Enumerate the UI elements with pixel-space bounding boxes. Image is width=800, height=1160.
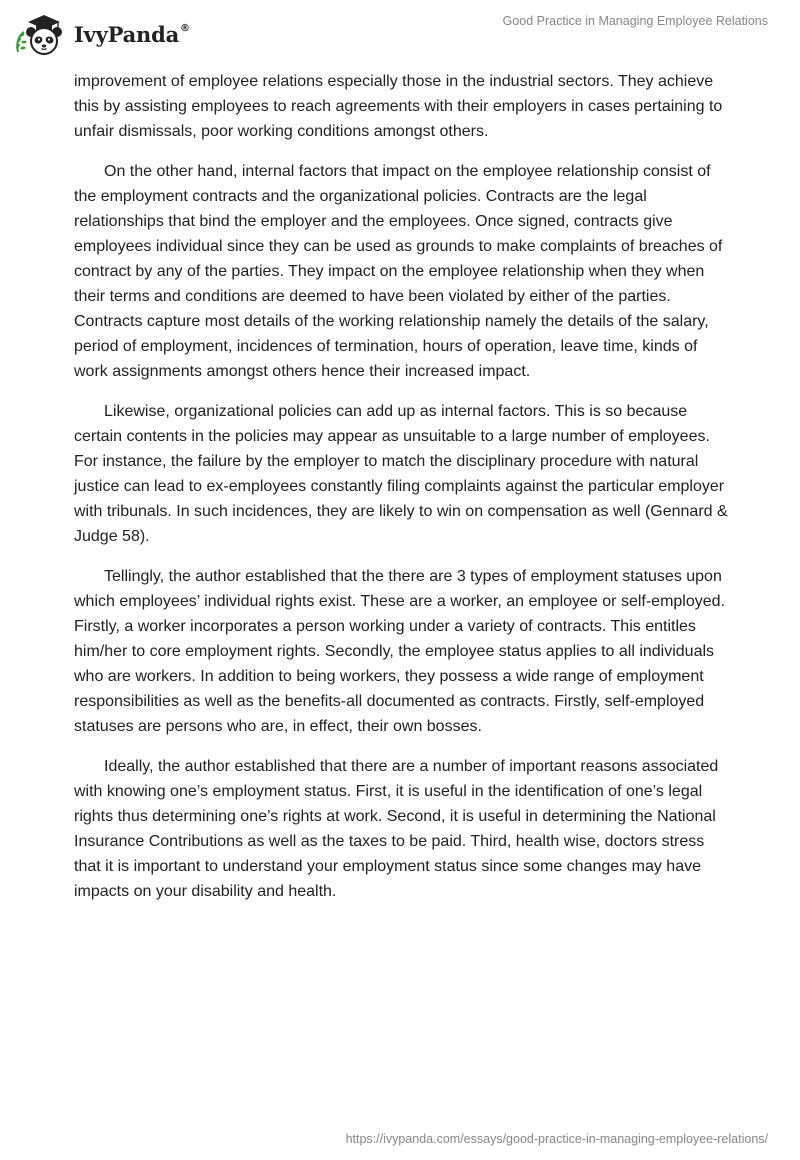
paragraph: improvement of employee relations especially those in the industrial sectors. They achieve this by assisting employees to reach agreements with their employers in cases pertaining to unfair dismissals, poor working conditions amongst others. — [74, 73, 723, 140]
brand-name: IvyPanda® — [74, 21, 190, 47]
paragraph: Ideally, the author established that there are a number of important reasons associated with knowing one’s employment status. First, it is useful in the identification of one’s legal rights thus determining one’s rights at work. Second, it is useful in determining the National Insurance Contributions as well as the taxes to be paid. Third, health wise, doctors stress that it is important to understand your employment status since some changes may have impacts on your disability and health. — [74, 758, 719, 900]
document-title: Good Practice in Managing Employee Relations — [502, 14, 768, 28]
source-url-link[interactable]: https://ivypanda.com/essays/good-practice-in-managing-employee-relations/ — [345, 1132, 768, 1146]
panda-graduate-icon — [14, 8, 70, 58]
paragraph: Likewise, organizational policies can add up as internal factors. This is so because certain contents in the policies may appear as unsuitable to a large number of employees. For instance, the failure by the employer to match the disciplinary procedure with natural justice can lead to ex-employees constantly filing complaints against the particular employer with tribunals. In such incidences, they are likely to win on compensation as well (Gennard & Judge 58). — [74, 403, 728, 545]
essay-body — [74, 69, 734, 919]
paragraph: Tellingly, the author established that the there are 3 types of employment statuses upon which employees’ individual rights exist. These are a worker, an employee or self-employed. Firstly, a worker incorporates a person working under a variety of contracts. This entitles him/her to core employment rights. Secondly, the employee status applies to all individuals who are workers. In addition to being workers, they possess a wide range of employment responsibilities as well as the benefits-all documented as contracts. Firstly, self-employed statuses are persons who are, in effect, their own bosses. — [74, 568, 725, 735]
page-header — [0, 0, 800, 64]
brand-logo[interactable] — [14, 8, 190, 58]
paragraph: On the other hand, internal factors that impact on the employee relationship consist of the employment contracts and the organizational policies. Contracts are the legal relationships that bind the employer and the employees. Once signed, contracts give employees individual since they can be used as grounds to make complaints of breaches of contract by any of the parties. They impact on the employee relationship when they when their terms and conditions are deemed to have been violated by either of the parties. Contracts capture most details of the working relationship namely the details of the salary, period of employment, incidences of termination, hours of operation, leave time, kinds of work assignments amongst others hence their increased impact. — [74, 163, 723, 380]
